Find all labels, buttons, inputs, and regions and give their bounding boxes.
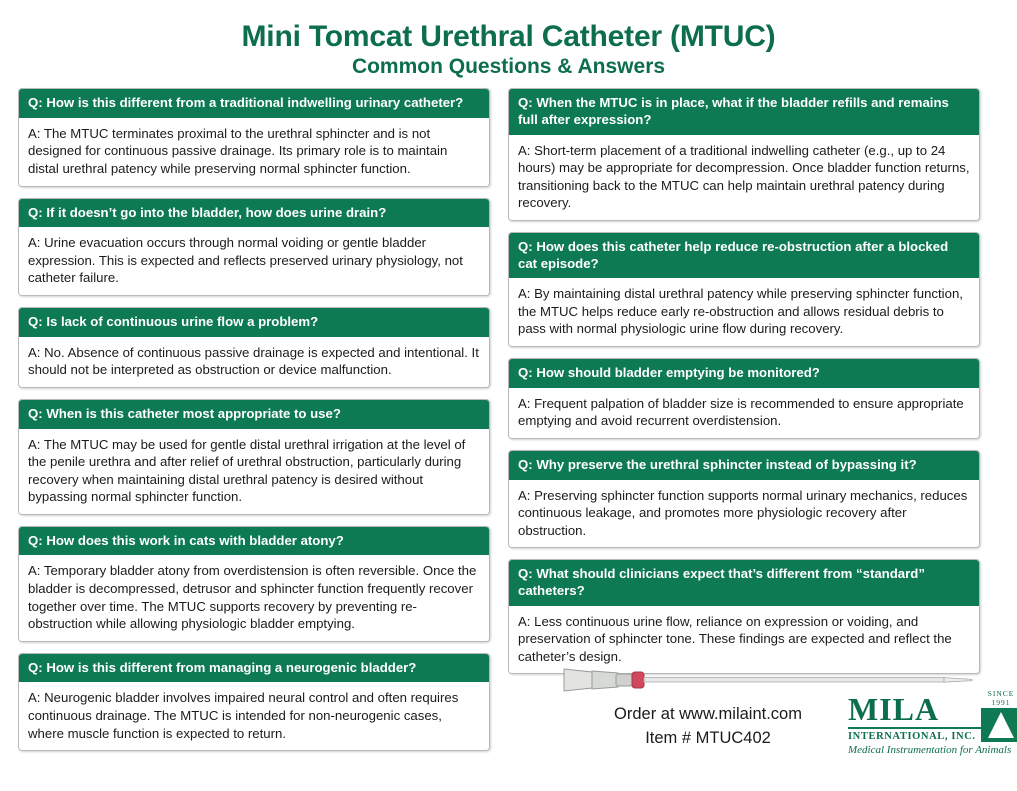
logo-divider [848,727,996,729]
qa-question: Q: How does this catheter help reduce re-obstruction after a blocked cat episode? [509,233,979,279]
qa-answer: A: The MTUC may be used for gentle distal urethral irrigation at the level of the penile urethra and after relief of urethral obstruction, particularly during recovery when maintaining distal urethral patency is desired without bypassing normal sphincter function. [19,429,489,514]
mila-logo [848,689,1017,756]
qa-answer: A: No. Absence of continuous passive drainage is expected and intentional. It should not be interpreted as obstruction or device malfunction. [19,337,489,387]
qa-card [18,307,490,388]
qa-answer: A: By maintaining distal urethral patency while preserving sphincter function, the MTUC helps reduce early re-obstruction and allows residual debris to pass with normal physiologic urine flow during recovery. [509,278,979,346]
qa-answer: A: Urine evacuation occurs through normal voiding or gentle bladder expression. This is expected and reflects preserved urinary physiology, not catheter failure. [19,227,489,295]
order-item-number: Item # MTUC402 [645,728,771,747]
qa-answer: A: Less continuous urine flow, reliance on expression or voiding, and preservation of sphincter tone. These findings are expected and reflect the catheter’s design. [509,606,979,674]
qa-question: Q: What should clinicians expect that’s different from “standard” catheters? [509,560,979,606]
qa-card [18,526,490,642]
qa-card [18,399,490,515]
qa-answer: A: Preserving sphincter function supports normal urinary mechanics, reduces continuous leakage, and promotes more physiologic recovery after obstruction. [509,480,979,548]
qa-card [508,232,980,347]
qa-columns [18,88,999,751]
page-title [18,20,999,78]
qa-answer: A: Short-term placement of a traditional indwelling catheter (e.g., up to 24 hours) may be appropriate for decompression. Once bladder function returns, transitioning back to the MTUC can help maintain urethral patency during recovery. [509,135,979,220]
footer [18,663,1015,783]
qa-card [508,450,980,548]
logo-mark-icon [981,708,1017,742]
logo-subname: INTERNATIONAL, INC. [848,731,976,742]
qa-card [18,88,490,186]
right-column [508,88,980,674]
qa-answer: A: Neurogenic bladder involves impaired neural control and often requires continuous drainage. The MTUC is intended for non-neurogenic cases, where muscle function is expected to return. [19,682,489,750]
order-info [563,703,853,751]
qa-question: Q: How is this different from a traditional indwelling urinary catheter? [19,89,489,118]
qa-question: Q: How is this different from managing a neurogenic bladder? [19,654,489,683]
since-label: SINCE 1991 [987,689,1015,707]
qa-question: Q: How does this work in cats with bladder atony? [19,527,489,556]
qa-question: Q: If it doesn’t go into the bladder, how does urine drain? [19,199,489,228]
title-main: Mini Tomcat Urethral Catheter (MTUC) [241,20,776,53]
left-column [18,88,490,751]
qa-question: Q: When the MTUC is in place, what if the bladder refills and remains full after expression? [509,89,979,135]
qa-answer: A: The MTUC terminates proximal to the urethral sphincter and is not designed for continuous passive drainage. Its primary role is to maintain distal urethral patency while preserving normal sphincter function. [19,118,489,186]
qa-question: Q: When is this catheter most appropriate to use? [19,400,489,429]
logo-tagline: Medical Instrumentation for Animals [848,744,1012,756]
qa-question: Q: Why preserve the urethral sphincter instead of bypassing it? [509,451,979,480]
qa-card [508,559,980,674]
logo-wordmark: MILA [848,691,940,727]
since-badge [978,689,1017,742]
qa-answer: A: Frequent palpation of bladder size is recommended to ensure appropriate emptying and avoid recurrent overdistension. [509,388,979,438]
qa-question: Q: How should bladder emptying be monitored? [509,359,979,388]
qa-card [508,358,980,439]
order-website: Order at www.milaint.com [614,705,802,723]
qa-answer: A: Temporary bladder atony from overdistension is often reversible. Once the bladder is decompressed, detrusor and sphincter function frequently recover together over time. The MTUC supports recovery by preventing re-obstruction while allowing physiologic bladder emptying. [19,555,489,640]
title-subtitle: Common Questions & Answers [351,55,666,78]
qa-card [18,198,490,296]
qa-card [508,88,980,221]
qa-question: Q: Is lack of continuous urine flow a problem? [19,308,489,337]
